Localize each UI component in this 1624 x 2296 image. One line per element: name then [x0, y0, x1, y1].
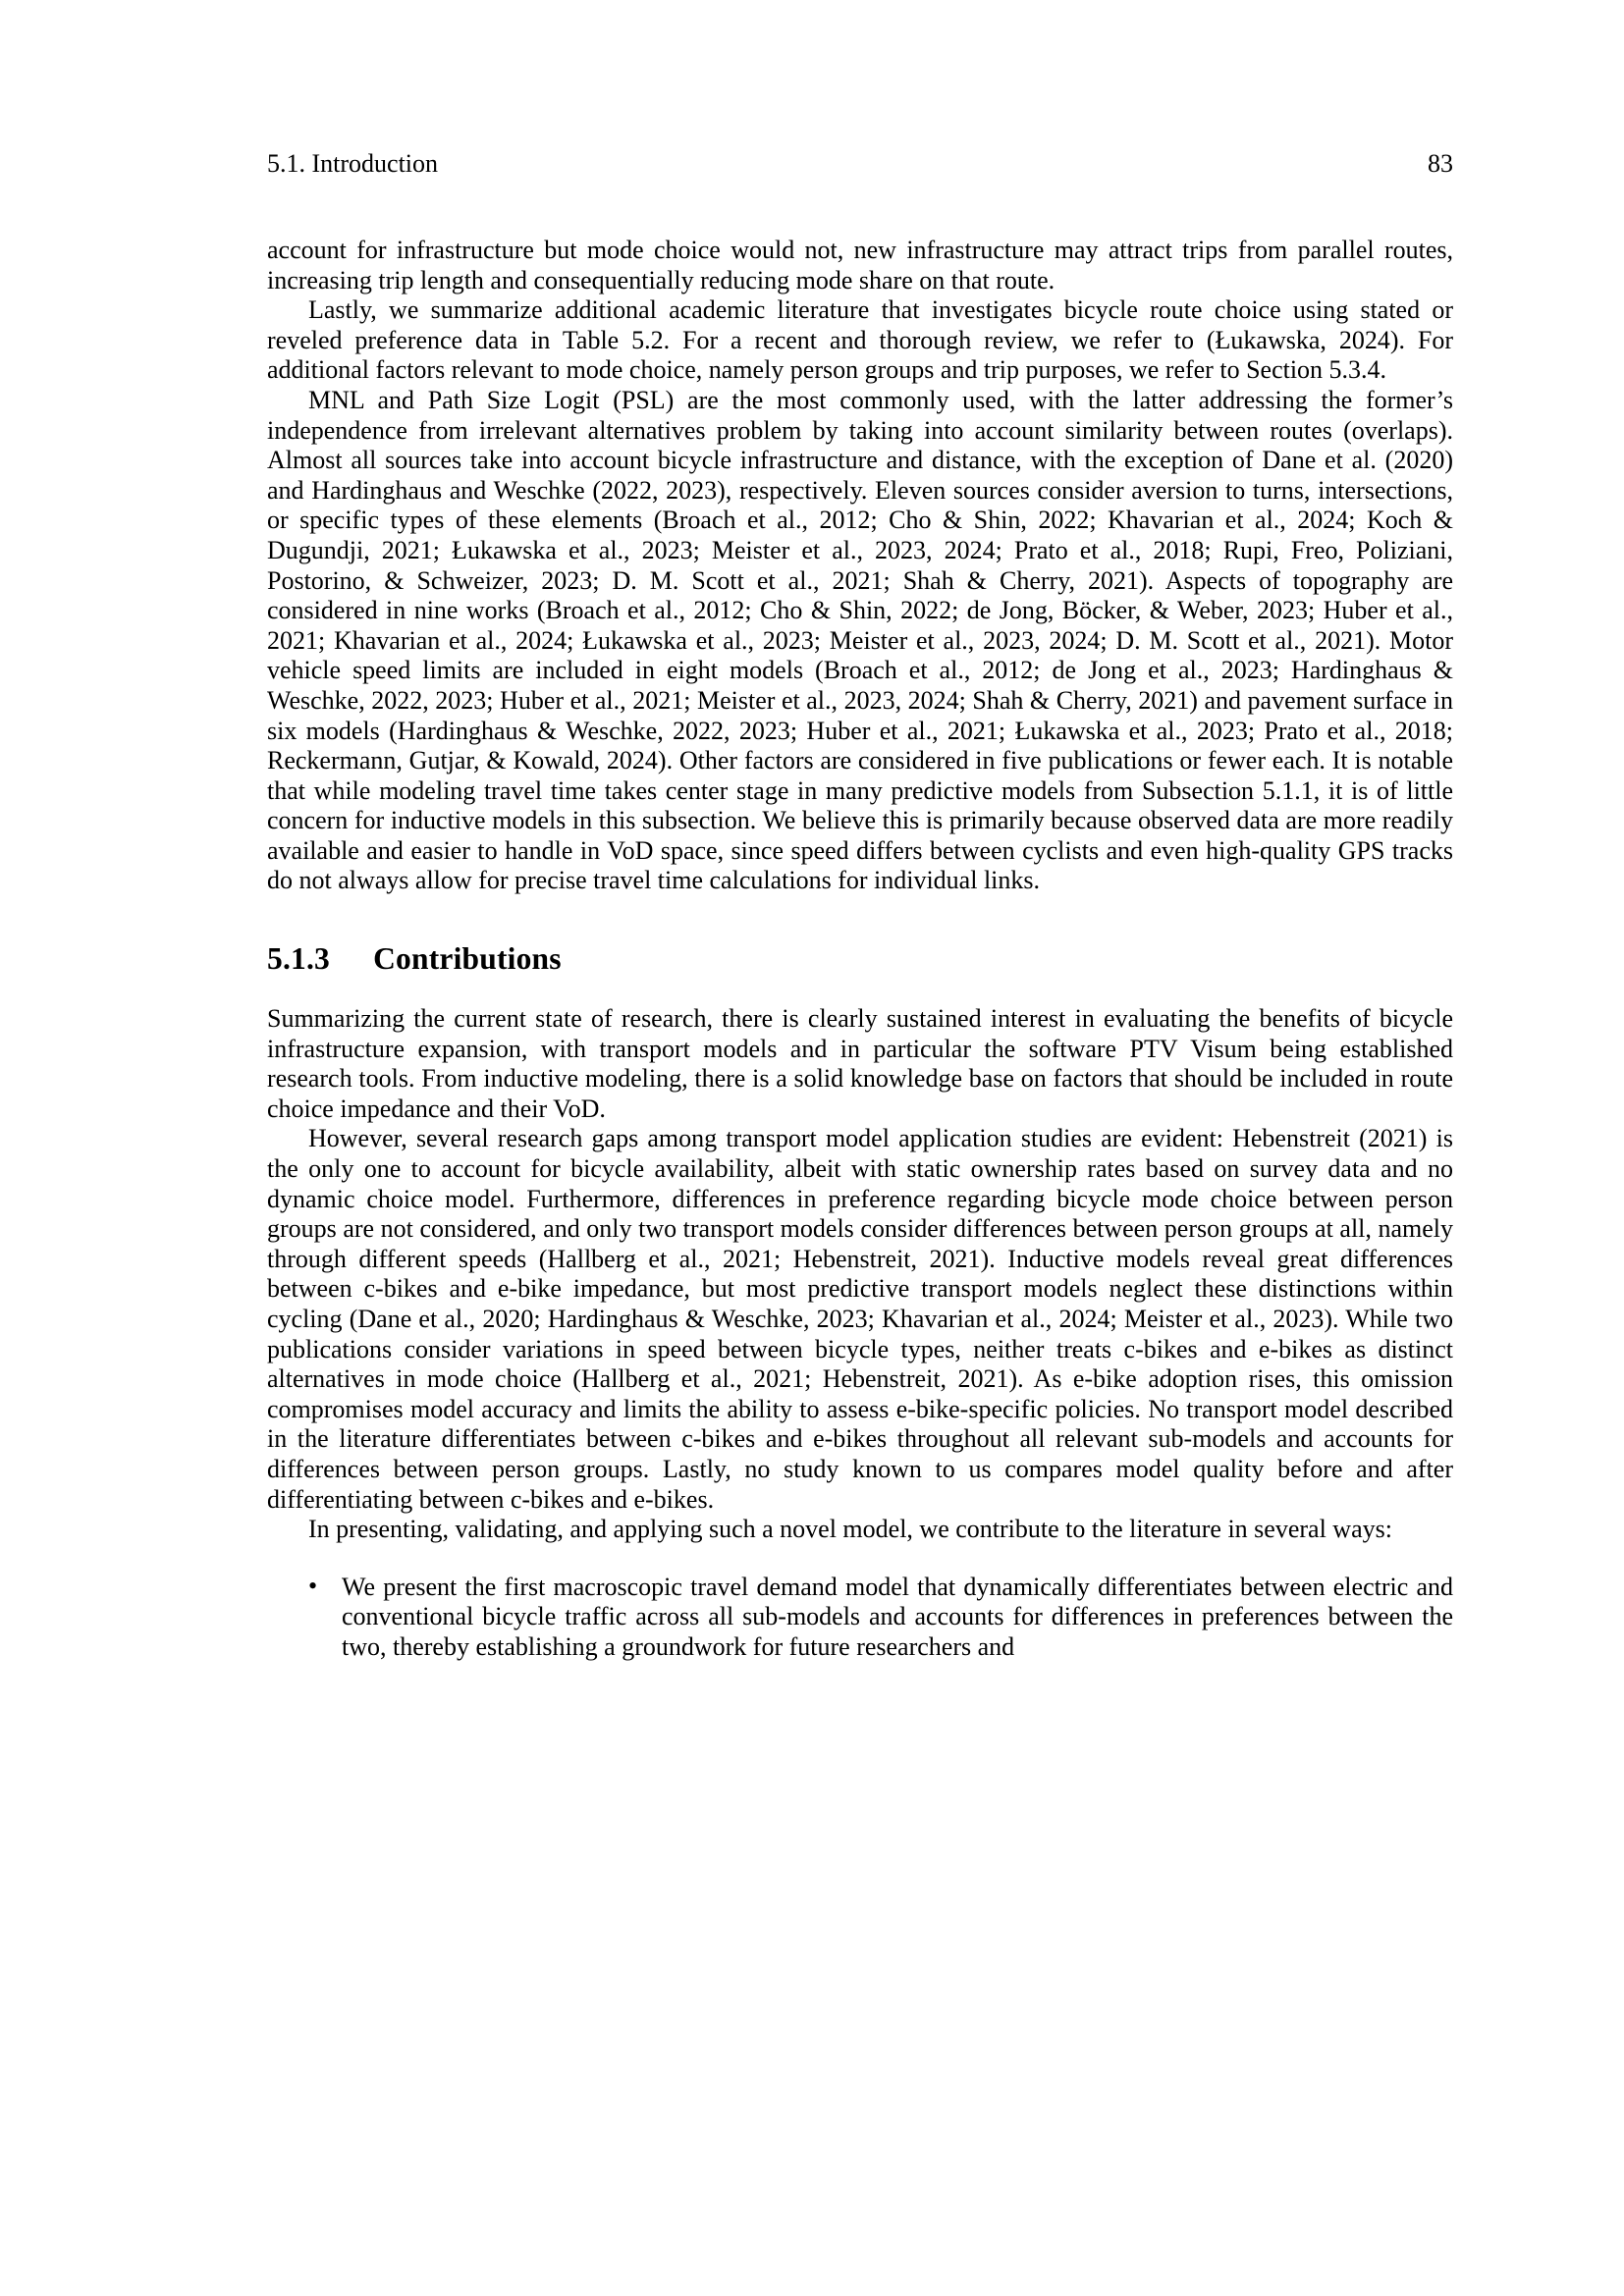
running-head-section-title: 5.1. Introduction: [267, 149, 439, 178]
page-number: 83: [1428, 149, 1453, 178]
paragraph-intro-continued: account for infrastructure but mode choice would not, new infrastructure may attract trips from parallel routes, increasing trip length and consequentially reducing mode share on that route.: [267, 236, 1453, 294]
bullet-icon: •: [308, 1571, 318, 1600]
paragraph-mnl-psl: MNL and Path Size Logit (PSL) are the most commonly used, with the latter addressing the former’s independence from irrelevant alternatives problem by taking into account similarity between routes (overlaps). Almost all sources take into account bicycle infrastructure and distance, with the exception of Dane et al. (2020) and Hardinghaus and Weschke (2022, 2023), respectively. Eleven sources consider aversion to turns, intersections, or specific types of these elements (Broach et al., 2012; Cho & Shin, 2022; Khavarian et al., 2024; Koch & Dugundji, 2021; Łukawska et al., 2023; Meister et al., 2023, 2024; Prato et al., 2018; Rupi, Freo, Poliziani, Postorino, & Schweizer, 2023; D. M. Scott et al., 2021; Shah & Cherry, 2021). Aspects of topography are considered in nine works (Broach et al., 2012; Cho & Shin, 2022; de Jong, Böcker, & Weber, 2023; Huber et al., 2021; Khavarian et al., 2024; Łukawska et al., 2023; Meister et al., 2023, 2024; D. M. Scott et al., 2021). Motor vehicle speed limits are included in eight models (Broach et al., 2012; de Jong et al., 2023; Hardinghaus & Weschke, 2022, 2023; Huber et al., 2021; Meister et al., 2023, 2024; Shah & Cherry, 2021) and pavement surface in six models (Hardinghaus & Weschke, 2022, 2023; Huber et al., 2021; Łukawska et al., 2023; Prato et al., 2018; Reckermann, Gutjar, & Kowald, 2024). Other factors are considered in five publications or fewer each. It is notable that while modeling travel time takes center stage in many predictive models from Subsection 5.1.1, it is of little concern for inductive models in this subsection. We believe this is primarily because observed data are more readily available and easier to handle in VoD space, since speed differs between cyclists and even high-quality GPS tracks do not always allow for precise travel time calculations for individual links.: [267, 385, 1453, 895]
section-heading: [267, 941, 1453, 977]
paragraph-summarizing: Summarizing the current state of research, there is clearly sustained interest in evaluating the benefits of bicycle infrastructure expansion, with transport models and in particular the software PTV Visum being established research tools. From inductive modeling, there is a solid knowledge base on factors that should be included in route choice impedance and their VoD.: [267, 1004, 1453, 1123]
contributions-bullet-list: [267, 1573, 1453, 1663]
running-head: [267, 149, 1453, 179]
section-title: Contributions: [373, 941, 562, 977]
section-number: 5.1.3: [267, 941, 330, 977]
paragraph-in-presenting: In presenting, validating, and applying such a novel model, we contribute to the literature in several ways:: [308, 1515, 1392, 1544]
document-page: [267, 149, 1453, 1663]
paragraph-literature-summary: Lastly, we summarize additional academic literature that investigates bicycle route choice using stated or reveled preference data in Table 5.2. For a recent and thorough review, we refer to (Łukawska, 2024). For additional factors relevant to mode choice, namely person groups and trip purposes, we refer to Section 5.3.4.: [267, 295, 1453, 385]
list-item-text: We present the first macroscopic travel demand model that dynamically differentiates between electric and conventional bicycle traffic across all sub-models and accounts for differences in preferences between the two, thereby establishing a groundwork for future researchers and: [342, 1572, 1453, 1661]
paragraph-research-gaps: However, several research gaps among transport model application studies are evident: Hebenstreit (2021) is the only one to account for bicycle availability, albeit with static ownership rates based on survey data and no dynamic choice model. Furthermore, differences in preference regarding bicycle mode choice between person groups are not considered, and only two transport models consider differences between person groups at all, namely through different speeds (Hallberg et al., 2021; Hebenstreit, 2021). Inductive models reveal great differences between c-bikes and e-bike impedance, but most predictive transport models neglect these distinctions within cycling (Dane et al., 2020; Hardinghaus & Weschke, 2023; Khavarian et al., 2024; Meister et al., 2023). While two publications consider variations in speed between bicycle types, neither treats c-bikes and e-bikes as distinct alternatives in mode choice (Hallberg et al., 2021; Hebenstreit, 2021). As e-bike adoption rises, this omission compromises model accuracy and limits the ability to assess e-bike-specific policies. No transport model described in the literature differentiates between c-bikes and e-bikes throughout all relevant sub-models and accounts for differences between person groups. Lastly, no study known to us compares model quality before and after differentiating between c-bikes and e-bikes.: [267, 1124, 1453, 1514]
page-body: [267, 236, 1453, 1663]
list-item: [267, 1573, 1453, 1663]
